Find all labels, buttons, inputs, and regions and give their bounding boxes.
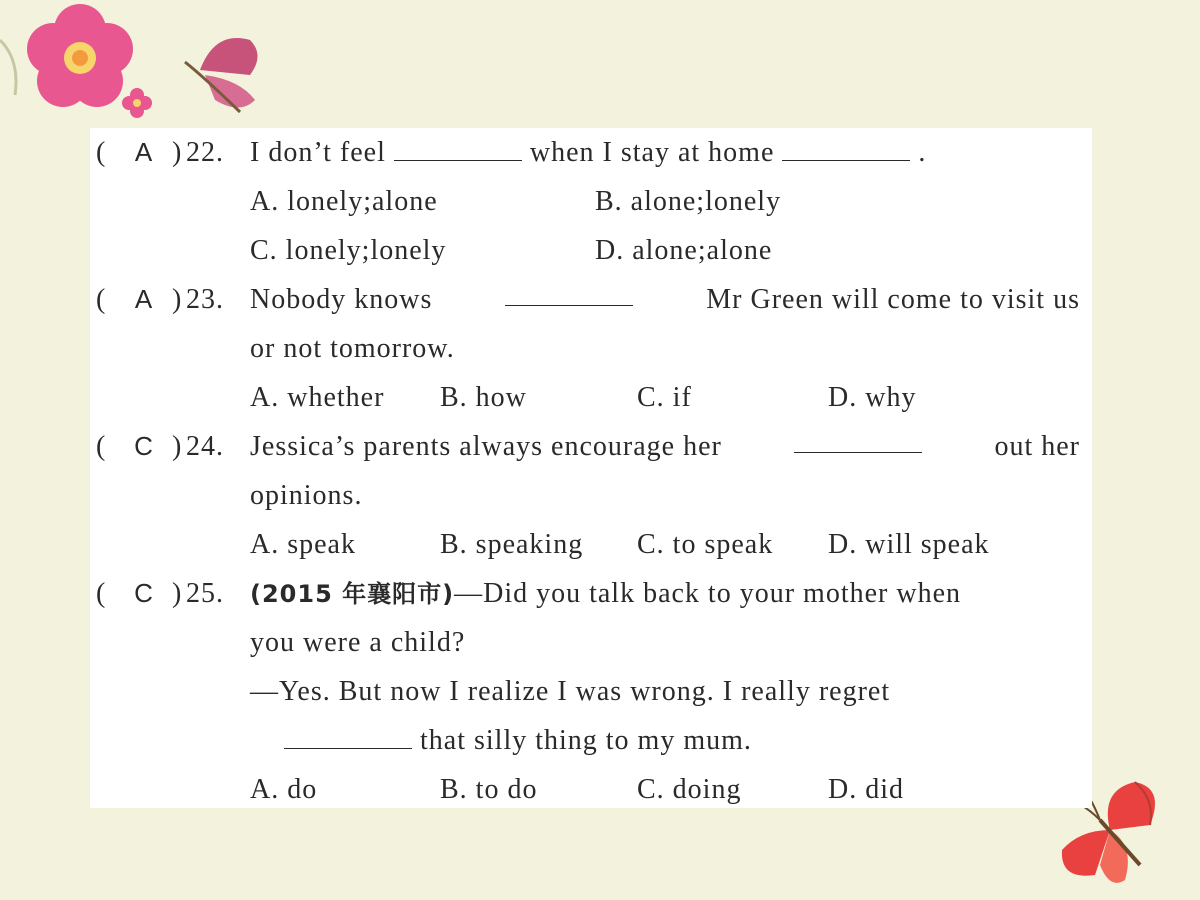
answer-paren-open: ( [96,137,107,168]
source-label: (2015 年襄阳市) [250,580,455,608]
option-b: B. alone;lonely [595,186,782,217]
answer-blank [284,718,412,749]
question-stem [250,275,1080,324]
option-a: A. lonely;alone [250,186,438,217]
flower-decoration-icon [0,0,290,130]
question-number: 23. [186,284,224,315]
answer-paren-close: ) [172,578,183,609]
answer-paren-close: ) [172,284,183,315]
stem-text: when I stay at home [529,137,775,168]
options-row [90,765,1092,814]
stem-text: —Yes. But now I realize I was wrong. I really regret [250,676,891,707]
option-d: D. alone;alone [595,235,773,266]
question-22 [90,128,1092,177]
option-c: C. if [637,382,692,413]
question-23 [90,275,1092,324]
question-number: 24. [186,431,224,462]
stem-continuation [90,667,1092,716]
answer-paren-close: ) [172,137,183,168]
question-stem [250,128,1080,177]
answer-mark: A [134,284,154,314]
stem-text: I don’t feel [250,137,386,168]
option-a: A. whether [250,382,385,413]
option-d: D. did [828,774,904,805]
answer-blank [505,275,633,306]
stem-continuation [90,471,1092,520]
stem-text: Nobody knows [250,284,433,315]
option-c: C. lonely;lonely [250,235,447,266]
answer-blank [394,130,522,161]
stem-text: . [918,137,927,168]
stem-text: you were a child? [250,627,466,658]
option-a: A. do [250,774,318,805]
option-b: B. to do [440,774,538,805]
option-d: D. why [828,382,917,413]
options-row [90,177,1092,226]
options-row [90,520,1092,569]
stem-continuation [90,618,1092,667]
options-row [90,226,1092,275]
answer-paren-open: ( [96,431,107,462]
option-c: C. doing [637,774,742,805]
stem-text: that silly thing to my mum. [420,725,752,756]
question-sheet [90,128,1092,808]
stem-text: opinions. [250,480,363,511]
option-c: C. to speak [637,529,774,560]
answer-paren-open: ( [96,578,107,609]
stem-text: Jessica’s parents always encourage her [250,431,722,462]
answer-mark: A [134,137,154,167]
question-stem [250,569,1080,619]
answer-paren-open: ( [96,284,107,315]
stem-text: —Did you talk back to your mother when [454,578,961,609]
stem-text: out her [994,431,1080,462]
option-a: A. speak [250,529,356,560]
question-number: 25. [186,578,224,609]
option-b: B. how [440,382,527,413]
question-25 [90,569,1092,618]
option-b: B. speaking [440,529,584,560]
question-stem [250,422,1080,471]
answer-blank [782,130,910,161]
stem-text: or not tomorrow. [250,333,455,364]
answer-blank [794,422,922,453]
stem-continuation [90,716,1092,765]
answer-paren-close: ) [172,431,183,462]
question-stem [284,716,1080,765]
question-number: 22. [186,137,224,168]
option-d: D. will speak [828,529,990,560]
stem-continuation [90,324,1092,373]
options-row [90,373,1092,422]
answer-mark: C [134,431,154,461]
question-24 [90,422,1092,471]
stem-text: Mr Green will come to visit us [706,284,1080,315]
answer-mark: C [134,578,154,608]
